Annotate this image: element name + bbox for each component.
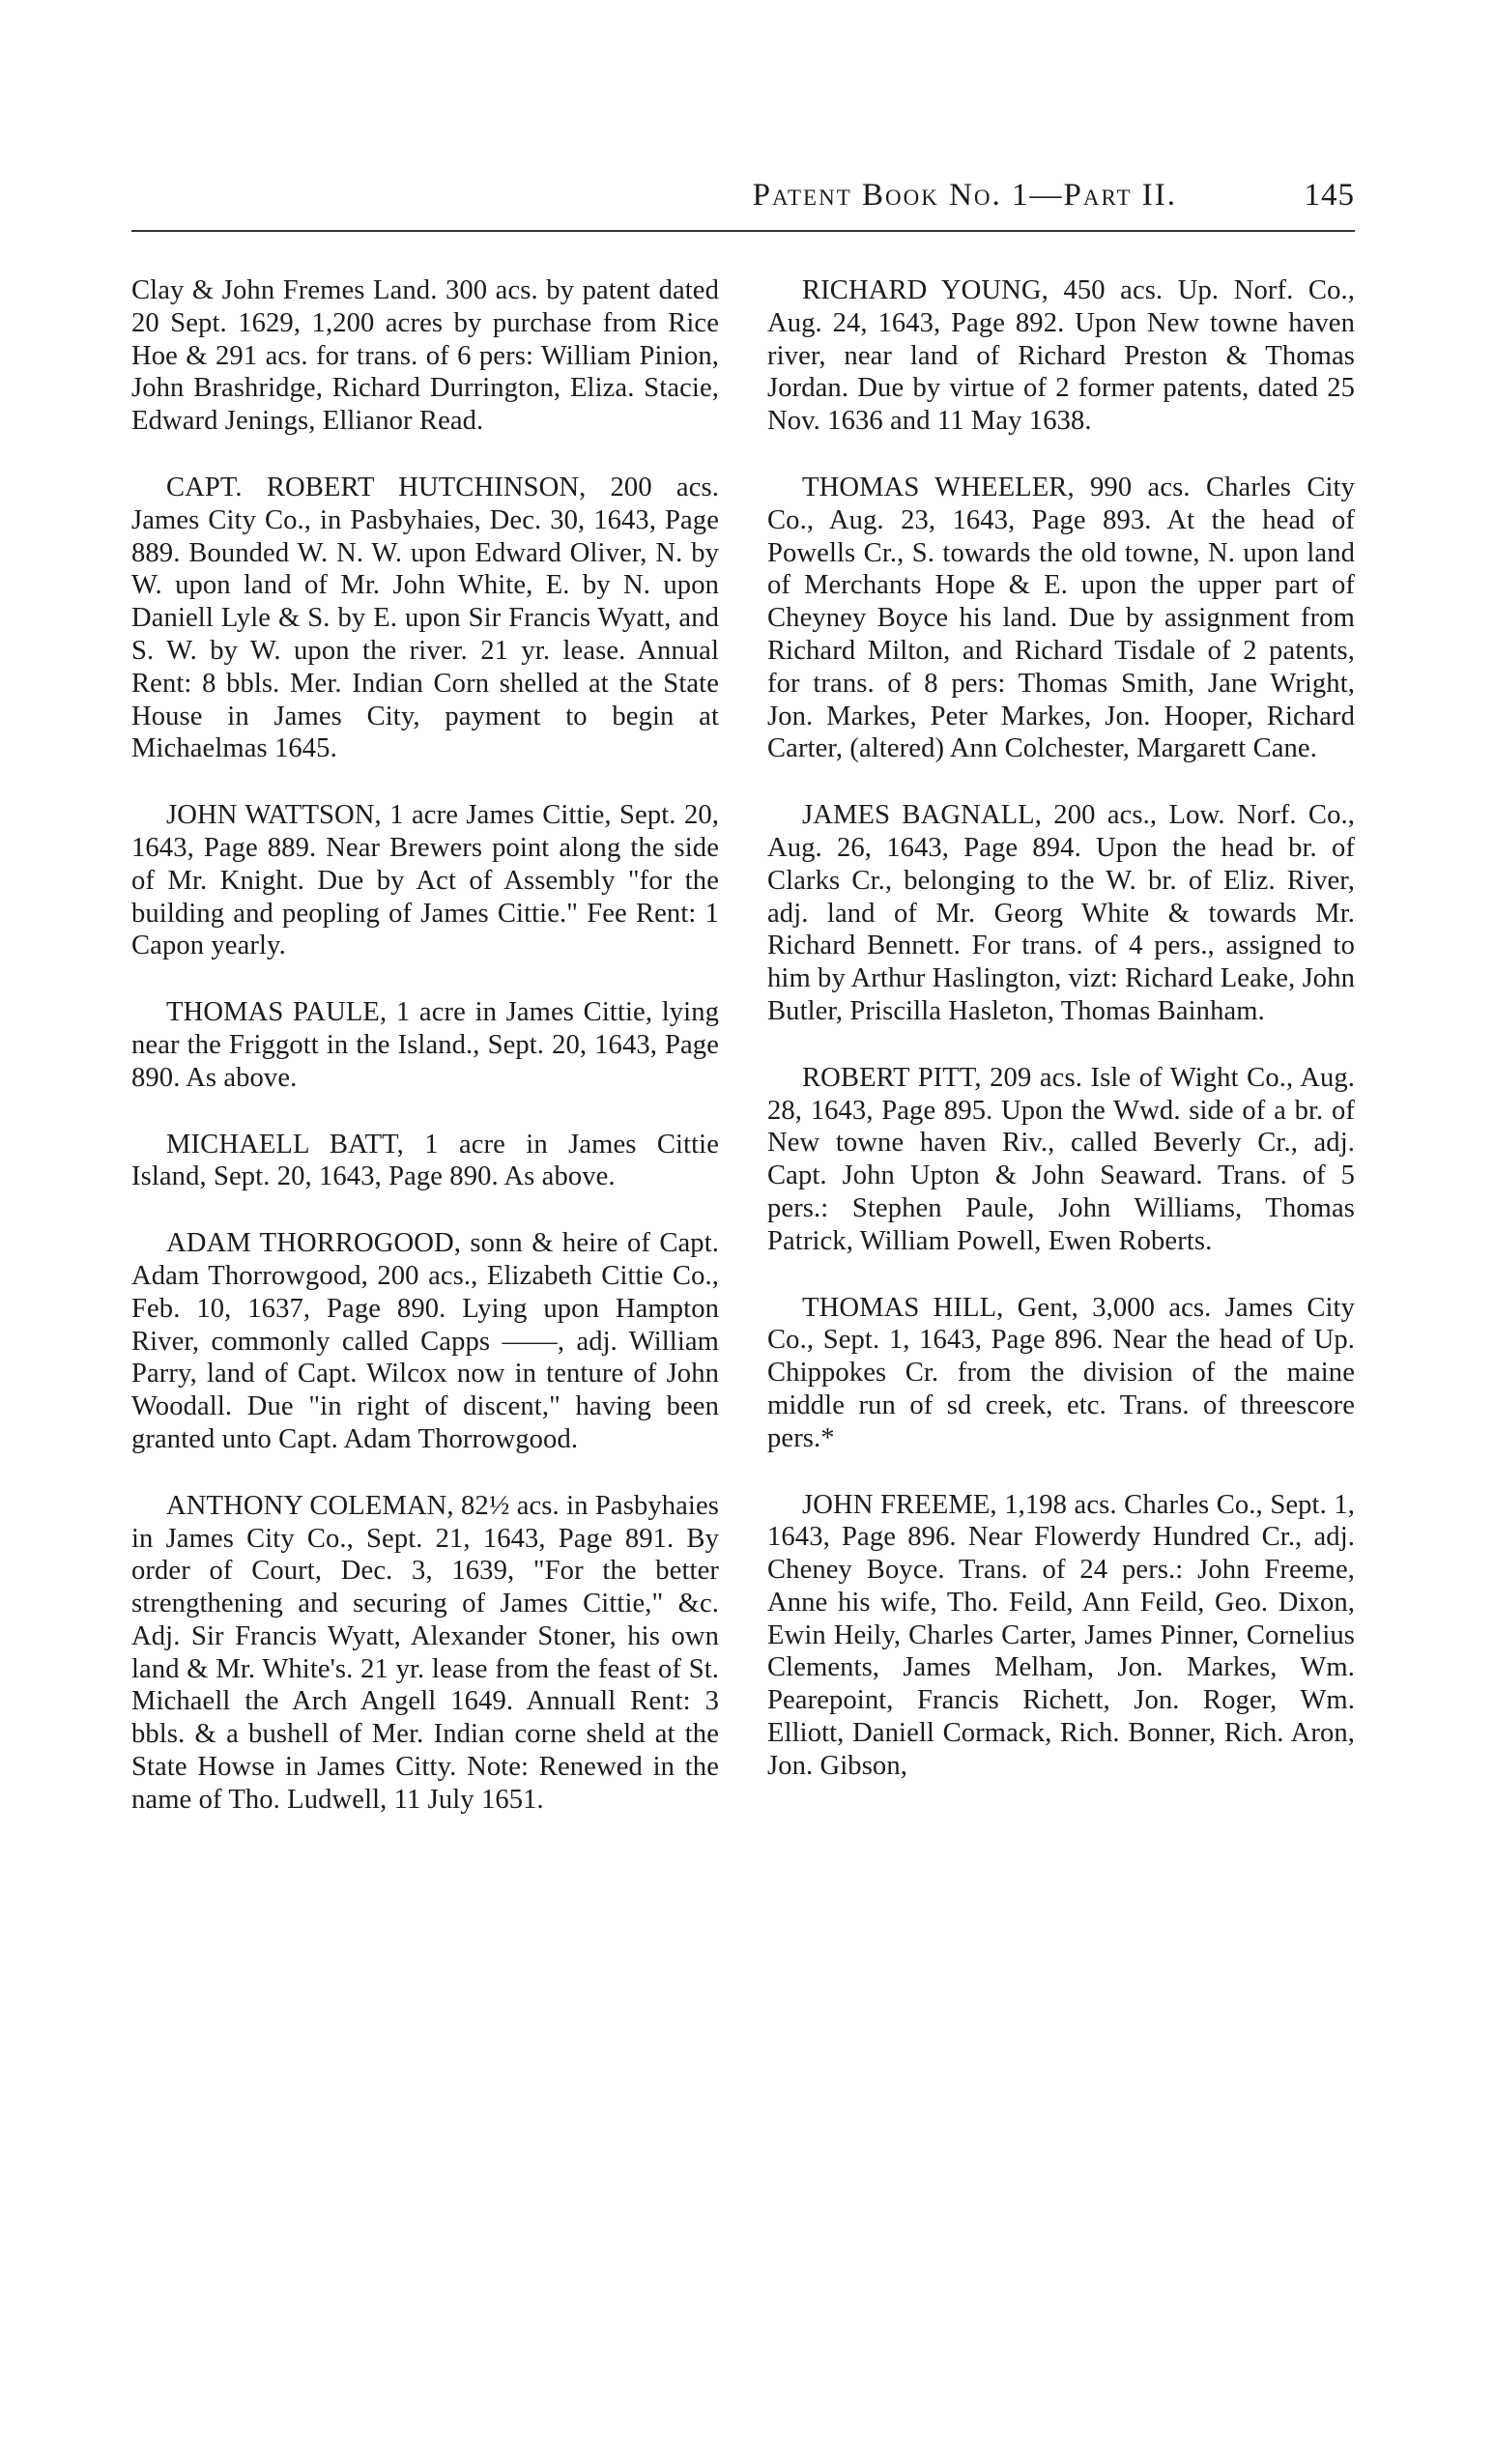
entry-john-wattson: JOHN WATTSON, 1 acre James Cittie, Sept. 20, 1643, Page 889. Near Brewers point along the side of Mr. Knight. Due by Act of Assembly "for the building and peopling of James Cittie." Fee Rent: 1 Capon yearly. [131,800,719,961]
entry-thomas-paule: THOMAS PAULE, 1 acre in James Cittie, lying near the Friggott in the Island., Sept. 20, 1643, Page 890. As above. [131,997,719,1093]
entry-richard-young: RICHARD YOUNG, 450 acs. Up. Norf. Co., Aug. 24, 1643, Page 892. Upon New towne haven river, near land of Richard Preston & Thomas Jordan. Due by virtue of 2 former patents, dated 25 Nov. 1636 and 11 May 1638. [767,275,1355,437]
running-header [131,178,1355,226]
entry-michaell-batt: MICHAELL BATT, 1 acre in James Cittie Island, Sept. 20, 1643, Page 890. As above. [131,1129,719,1192]
entry-john-freeme: JOHN FREEME, 1,198 acs. Charles Co., Sept. 1, 1643, Page 896. Near Flowerdy Hundred Cr., adj. Cheney Boyce. Trans. of 24 pers.: John Freeme, Anne his wife, Tho. Feild, Ann Feild, Geo. Dixon, Ewin Heily, Charles Carter, James Pinner, Cornelius Clements, James Melham, Jon. Markes, Wm. Pearepoint, Francis Richett, Jon. Roger, Wm. Elliott, Daniell Cormack, Rich. Bonner, Rich. Aron, Jon. Gibson, [767,1489,1355,1781]
entry-thomas-wheeler: THOMAS WHEELER, 990 acs. Charles City Co., Aug. 23, 1643, Page 893. At the head of Powells Cr., S. towards the old towne, N. upon land of Merchants Hope & E. upon the upper part of Cheyney Boyce his land. Due by assignment from Richard Milton, and Richard Tisdale of 2 patents, for trans. of 8 pers: Thomas Smith, Jane Wright, Jon. Markes, Peter Markes, Jon. Hooper, Richard Carter, (altered) Ann Colchester, Margarett Cane. [767,472,1355,764]
entry-robert-hutchinson: CAPT. ROBERT HUTCHINSON, 200 acs. James City Co., in Pasbyhaies, Dec. 30, 1643, Page 889. Bounded W. N. W. upon Edward Oliver, N. by W. upon land of Mr. John White, E. by N. upon Daniell Lyle & S. by E. upon Sir Francis Wyatt, and S. W. by W. upon the river. 21 yr. lease. Annual Rent: 8 bbls. Mer. Indian Corn shelled at the State House in James City, payment to begin at Michaelmas 1645. [131,472,719,764]
entry-thomas-hill: THOMAS HILL, Gent, 3,000 acs. James City Co., Sept. 1, 1643, Page 896. Near the head of Up. Chippokes Cr. from the division of the maine middle run of sd creek, etc. Trans. of threescore pers.* [767,1292,1355,1453]
page-number: 145 [1304,178,1355,213]
right-column [767,274,1355,1817]
entry-anthony-coleman: ANTHONY COLEMAN, 82½ acs. in Pasbyhaies in James City Co., Sept. 21, 1643, Page 891. By order of Court, Dec. 3, 1639, "For the better strengthening and securing of James Cittie," &c. Adj. Sir Francis Wyatt, Alexander Stoner, his own land & Mr. White's. 21 yr. lease from the feast of St. Michaell the Arch Angell 1649. Annuall Rent: 3 bbls. & a bushell of Mer. Indian corne sheld at the State Howse in James Citty. Note: Renewed in the name of Tho. Ludwell, 11 July 1651. [131,1490,719,1815]
left-column [131,274,719,1850]
entry-adam-thorrogood: ADAM THORROGOOD, sonn & heire of Capt. Adam Thorrowgood, 200 acs., Elizabeth Cittie Co., Feb. 10, 1637, Page 890. Lying upon Hampton River, commonly called Capps ——, adj. William Parry, land of Capt. Wilcox now in tenture of John Woodall. Due "in right of discent," having been granted unto Capt. Adam Thorrowgood. [131,1228,719,1454]
entry-james-bagnall: JAMES BAGNALL, 200 acs., Low. Norf. Co., Aug. 26, 1643, Page 894. Upon the head br. of Clarks Cr., belonging to the W. br. of Eliz. River, adj. land of Mr. Georg White & towards Mr. Richard Bennett. For trans. of 4 pers., assigned to him by Arthur Haslington, vizt: Richard Leake, John Butler, Priscilla Hasleton, Thomas Bainham. [767,800,1355,1026]
running-title: Patent Book No. 1—Part II. [752,178,1177,213]
entry-robert-pitt: ROBERT PITT, 209 acs. Isle of Wight Co., Aug. 28, 1643, Page 895. Upon the Wwd. side of a br. of New towne haven Riv., called Beverly Cr., adj. Capt. John Upton & John Seaward. Trans. of 5 pers.: Stephen Paule, John Williams, Thomas Patrick, William Powell, Ewen Roberts. [767,1062,1355,1256]
header-rule [131,230,1355,232]
entry-clay-john-fremes-continuation: Clay & John Fremes Land. 300 acs. by patent dated 20 Sept. 1629, 1,200 acres by purchase from Rice Hoe & 291 acs. for trans. of 6 pers: William Pinion, John Brashridge, Richard Durrington, Eliza. Stacie, Edward Jenings, Ellianor Read. [131,275,719,437]
